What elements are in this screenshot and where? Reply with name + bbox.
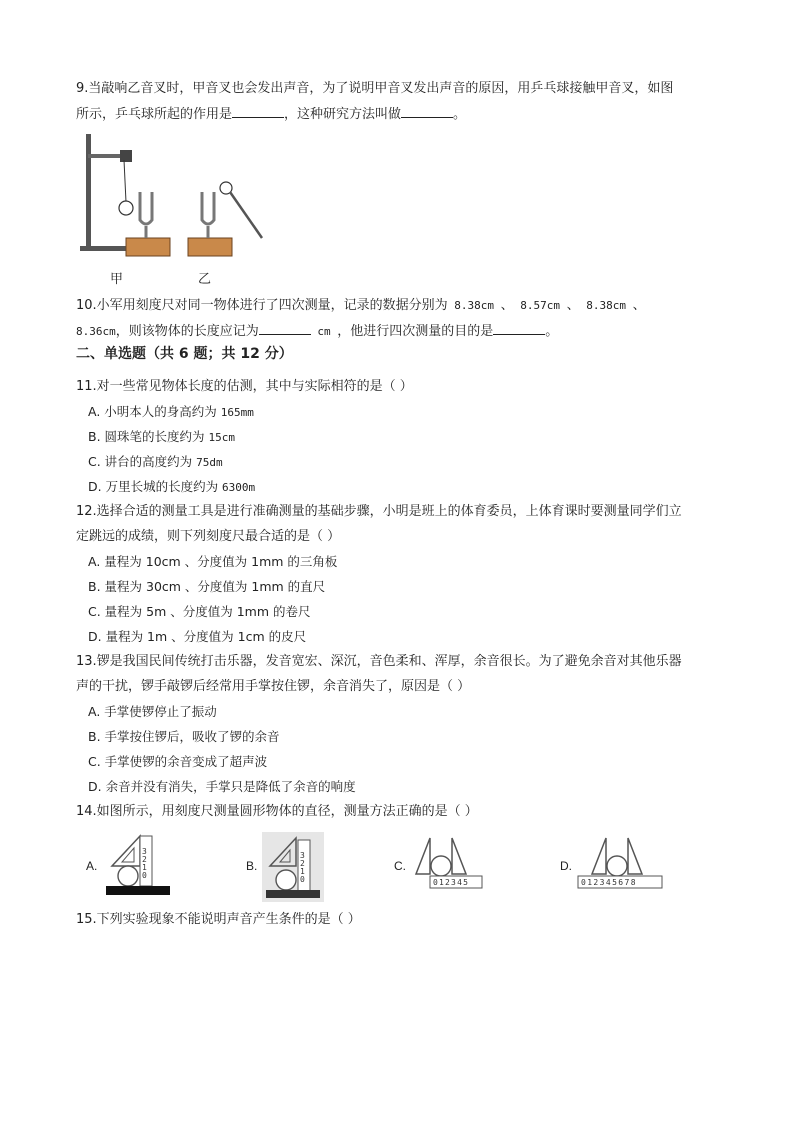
q10-sep1: 、 bbox=[500, 298, 514, 313]
q11-stem: 11.对一些常见物体长度的估测，其中与实际相符的是（ ） bbox=[76, 379, 413, 394]
label-jia: 甲 bbox=[110, 272, 124, 287]
q14-figure-b[interactable] bbox=[262, 832, 324, 902]
q10-blank-1[interactable] bbox=[259, 322, 311, 335]
q9-line1: 9.当敲响乙音叉时，甲音叉也会发出声音，为了说明甲音叉发出声音的原因，用乒乓球接触甲音叉，如图 bbox=[76, 81, 674, 96]
label-yi: 乙 bbox=[198, 272, 212, 287]
stand-pole bbox=[86, 134, 91, 248]
q14-label-d[interactable]: D. bbox=[560, 859, 572, 873]
q9-line2 bbox=[76, 105, 466, 124]
q10-line1 bbox=[76, 297, 646, 315]
q9-text-c: 。 bbox=[453, 107, 467, 122]
table-block-a bbox=[106, 886, 170, 895]
q12-line1: 12.选择合适的测量工具是进行准确测量的基础步骤，小明是班上的体育委员，上体育课时要测量同学们立 bbox=[76, 504, 682, 519]
q10-line2 bbox=[76, 322, 558, 341]
q10-sep2: 、 bbox=[566, 298, 580, 313]
q10-text: 10.小军用刻度尺对同一物体进行了四次测量，记录的数据分别为 bbox=[76, 298, 448, 313]
q13-option-b[interactable]: B. 手掌按住锣后，吸收了锣的余音 bbox=[88, 729, 280, 744]
q10-m1: 8.38cm bbox=[447, 299, 501, 312]
q10-text-2c: 。 bbox=[545, 324, 559, 339]
svg-text:0: 0 bbox=[142, 871, 147, 880]
q13-option-c[interactable]: C. 手掌使锣的余音变成了超声波 bbox=[88, 754, 268, 769]
q12-option-a[interactable]: A. 量程为 10cm 、分度值为 1mm 的三角板 bbox=[88, 554, 338, 569]
q14-label-a[interactable]: A. bbox=[86, 859, 98, 873]
q14-stem: 14.如图所示，用刻度尺测量圆形物体的直径，测量方法正确的是（ ） bbox=[76, 804, 478, 819]
fork-yi-base bbox=[188, 238, 232, 256]
q9-text-b: ，这种研究方法叫做 bbox=[284, 107, 402, 122]
q10-m3: 8.38cm bbox=[579, 299, 633, 312]
q10-text-2a: ，则该物体的长度应记为 bbox=[115, 324, 259, 339]
q11-option-d[interactable]: D. 万里长城的长度约为 6300m bbox=[88, 479, 256, 494]
q13-option-d[interactable]: D. 余音并没有消失，手掌只是降低了余音的响度 bbox=[88, 779, 356, 794]
q11-option-c[interactable]: C. 讲台的高度约为 75dm bbox=[88, 454, 223, 469]
q11-option-a[interactable]: A. 小明本人的身高约为 165mm bbox=[88, 404, 254, 419]
svg-text:1: 1 bbox=[142, 863, 147, 872]
hammer-handle bbox=[230, 192, 262, 238]
stand-arm bbox=[88, 154, 124, 158]
svg-text:1: 1 bbox=[300, 867, 305, 876]
q13-line2: 声的干扰，锣手敲锣后经常用手掌按住锣，余音消失了，原因是（ ） bbox=[76, 679, 471, 694]
q14-label-c[interactable]: C. bbox=[394, 859, 406, 873]
svg-text:0: 0 bbox=[300, 875, 305, 884]
q14-label-b[interactable]: B. bbox=[246, 859, 258, 873]
q10-blank-2[interactable] bbox=[493, 322, 545, 335]
section-heading: 二、单选题（共 6 题；共 12 分） bbox=[76, 346, 293, 362]
fork-yi-prongs bbox=[202, 192, 214, 224]
q10-sep3: 、 bbox=[632, 298, 646, 313]
ping-pong-ball bbox=[119, 201, 133, 215]
fork-jia-prongs bbox=[140, 192, 152, 224]
q13-line1: 13.锣是我国民间传统打击乐器，发音宽宏、深沉，音色柔和、浑厚，余音很长。为了避免余音对其他乐器 bbox=[76, 654, 682, 669]
q14-figure-a[interactable] bbox=[102, 832, 174, 896]
q9-blank-1[interactable] bbox=[232, 105, 284, 118]
q12-line2: 定跳远的成绩，则下列刻度尺最合适的是（ ） bbox=[76, 529, 341, 544]
q15-stem: 15.下列实验现象不能说明声音产生条件的是（ ） bbox=[76, 912, 361, 927]
svg-text:2: 2 bbox=[300, 859, 305, 868]
q12-option-b[interactable]: B. 量程为 30cm 、分度值为 1mm 的直尺 bbox=[88, 579, 326, 594]
fork-jia-base bbox=[126, 238, 170, 256]
q10-text-2b: ，他进行四次测量的目的是 bbox=[337, 324, 494, 339]
q9-text-a: 所示，乒乓球所起的作用是 bbox=[76, 107, 233, 122]
svg-text:2: 2 bbox=[142, 855, 147, 864]
q11-option-b[interactable]: B. 圆珠笔的长度约为 15cm bbox=[88, 429, 235, 444]
ruler-ticks-d: 012345678 bbox=[581, 878, 637, 887]
ruler-ticks-c: 012345 bbox=[433, 878, 470, 887]
q12-option-c[interactable]: C. 量程为 5m 、分度值为 1mm 的卷尺 bbox=[88, 604, 311, 619]
q14-figure-d[interactable] bbox=[576, 834, 666, 894]
q12-option-d[interactable]: D. 量程为 1m 、分度值为 1cm 的皮尺 bbox=[88, 629, 307, 644]
q10-m4: 8.36cm bbox=[76, 325, 116, 338]
svg-text:3: 3 bbox=[300, 851, 305, 860]
ruler-ticks-a: 3 bbox=[142, 847, 147, 856]
q10-m2: 8.57cm bbox=[513, 299, 567, 312]
q14-figure-c[interactable] bbox=[410, 834, 484, 894]
string bbox=[124, 160, 126, 202]
clamp bbox=[120, 150, 132, 162]
q10-unit: cm bbox=[310, 325, 338, 338]
q13-option-a[interactable]: A. 手掌使锣停止了振动 bbox=[88, 704, 217, 719]
q9-blank-2[interactable] bbox=[401, 105, 453, 118]
tuning-fork-figure bbox=[76, 132, 276, 262]
